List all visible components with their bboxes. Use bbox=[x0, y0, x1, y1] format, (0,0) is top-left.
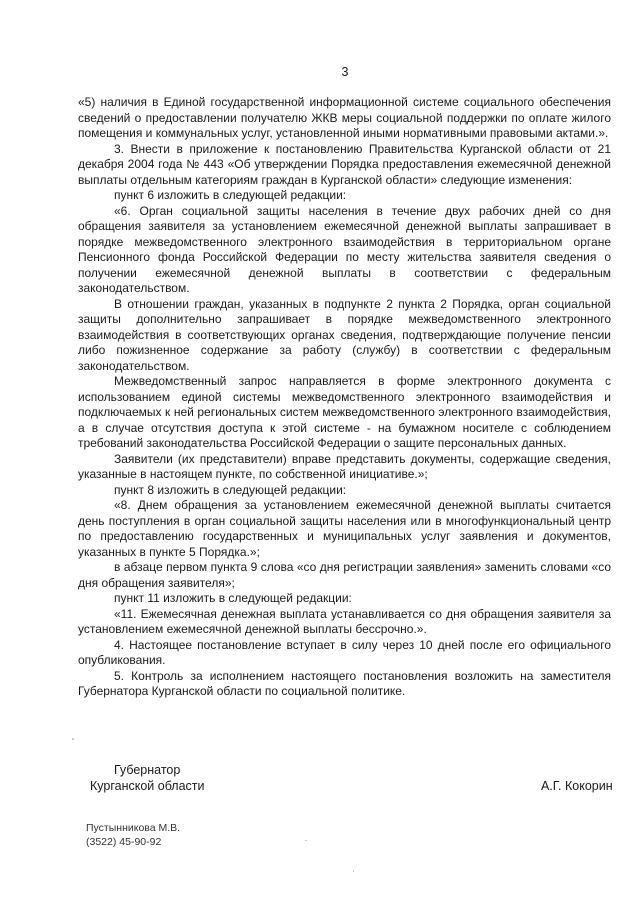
paragraph: В отношении граждан, указанных в подпункте 2 пункта 2 Порядка, орган социальной защиты дополнительно запрашивает в порядке межведомственного электронного взаимодействия в соответствующих органах сведения, подтверждающие получение пенсии либо пожизненное содержание за работу (службу) в соответствии с федеральным законодательством. bbox=[78, 296, 611, 373]
paragraph: 5. Контроль за исполнением настоящего постановления возложить на заместителя Губернатора Курганской области по социальной политике. bbox=[78, 668, 611, 698]
paragraph: Межведомственный запрос направляется в форме электронного документа с использованием единой системы межведомственного электронного взаимодействия и подключаемых к ней региональных систем межведомственного электронного взаимодействия, а в случае отсутствия доступа к этой системе - на бумажном носителе с соблюдением требований законодательства Российской Федерации о защите персональных данных. bbox=[78, 374, 611, 450]
executor-phone: (3522) 45-90-92 bbox=[86, 835, 162, 848]
paragraph: «5) наличия в Единой государственной информационной системе социального обеспечения сведений о предоставлении получателю ЖКВ меры социальной поддержки по оплате жилого помещения и коммунальных услуг, установленной иными нормативными правовыми актами.». bbox=[78, 95, 611, 140]
paragraph: пункт 8 изложить в следующей редакции: bbox=[114, 482, 347, 497]
signature-position bbox=[90, 762, 205, 794]
signature-name: А.Г. Кокорин bbox=[541, 779, 613, 793]
paragraph: «11. Ежемесячная денежная выплата устанавливается со дня обращения заявителя за установлением ежемесячной денежной выплаты бессрочно.». bbox=[78, 606, 611, 636]
paragraph: «8. Днем обращения за установлением ежемесячной денежной выплаты считается день поступления в орган социальной защиты населения или в многофункциональный центр по предоставлению государственных и муниципальных услуг заявления и документов, указанных в пункте 5 Порядка.»; bbox=[78, 498, 611, 559]
document-body bbox=[78, 95, 611, 700]
paragraph: пункт 6 изложить в следующей редакции: bbox=[114, 188, 347, 202]
paragraph: пункт 11 изложить в следующей редакции: bbox=[114, 591, 352, 605]
executor-block bbox=[86, 822, 180, 849]
scan-speck bbox=[72, 738, 74, 740]
signature-position-region: Курганской области bbox=[90, 779, 205, 793]
paragraph: в абзаце первом пункта 9 слова «со дня регистрации заявления» заменить словами «со дня обращения заявителя»; bbox=[78, 560, 611, 590]
paragraph: 3. Внести в приложение к постановлению Правительства Курганской области от 21 декабря 2004 года № 443 «Об утверждении Порядка предоставления ежемесячной денежной выплаты отдельным категориям граждан в Курганской области» следующие изменения: bbox=[78, 141, 611, 187]
scan-speck bbox=[305, 840, 307, 841]
paragraph: 4. Настоящее постановление вступает в силу через 10 дней после его официального опубликования. bbox=[78, 637, 611, 667]
scan-speck bbox=[353, 870, 354, 872]
executor-name: Пустынникова М.В. bbox=[86, 822, 181, 834]
paragraph: «6. Орган социальной защиты населения в течение двух рабочих дней со дня обращения заявителя за установлением ежемесячной денежной выплаты запрашивает в порядке межведомственного электронного взаимодействия в территориальном органе Пенсионного фонда Российской Федерации по месту жительства заявителя сведения о получении ежемесячной денежной выплаты в соответствии с федеральным законодательством. bbox=[78, 203, 611, 295]
paragraph: Заявители (их представители) вправе представить документы, содержащие сведения, указанные в настоящем пункте, по собственной инициативе.»; bbox=[78, 451, 611, 481]
signature-position-title: Губернатор bbox=[114, 763, 181, 777]
page-number: 3 bbox=[341, 65, 349, 79]
